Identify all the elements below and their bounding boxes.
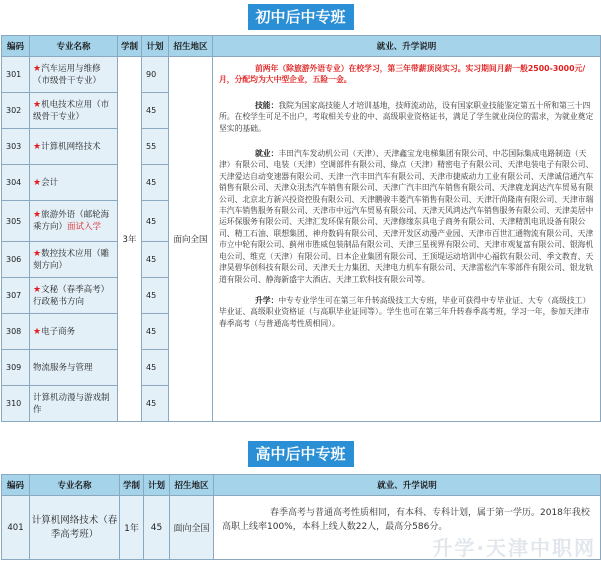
senior-program-table: [1, 474, 601, 560]
notes-text: 春季高考与普通高考性质相同，有本科、专科计划，属于第一学历。2018年我校高职上线率100%，本科上线人数22人，最高分586分。: [222, 508, 590, 532]
row-plan: 45: [142, 242, 169, 278]
row-code: 307: [2, 278, 30, 314]
major-label: 计算机动漫与游戏制作: [33, 392, 110, 415]
header-code: 编码: [2, 36, 30, 57]
star-icon: ★: [33, 284, 42, 295]
table-header-row: [2, 36, 601, 57]
row-plan: 55: [142, 129, 169, 165]
row-major-name: [30, 129, 118, 165]
major-label: 文秘（春季高考）行政秘书方向: [33, 284, 110, 307]
skill-label: 技能：: [255, 100, 279, 110]
row-major-name: [30, 386, 118, 422]
row-plan: 45: [142, 201, 169, 242]
major-label: 物流服务与管理: [33, 362, 93, 373]
job-note: [219, 148, 594, 285]
row-plan: 45: [142, 314, 169, 350]
section-title-senior: 高中后中专班: [247, 441, 353, 467]
admission-note: 面试入学: [67, 222, 102, 232]
edu-label: 升学：: [255, 295, 279, 305]
row-major-name: [30, 57, 118, 93]
major-label: 电子商务: [41, 326, 76, 337]
watermark: 升学·天津中职网: [432, 536, 596, 560]
header-plan: 计划: [144, 475, 170, 496]
row-duration: 1年: [120, 496, 144, 560]
row-major-name: [30, 314, 118, 350]
row-major-name: 计算机网络技术（春季高考班）: [30, 496, 120, 560]
star-icon: ★: [33, 141, 42, 152]
major-label: 旅游外语（邮轮海乘方向）: [33, 210, 110, 232]
star-icon: ★: [33, 326, 42, 337]
table-row: [2, 496, 601, 560]
skill-note: [219, 100, 594, 134]
star-icon: ★: [33, 99, 42, 110]
region-cell: 面向全国: [169, 57, 213, 422]
row-major-name: [30, 242, 118, 278]
star-icon: ★: [33, 210, 42, 220]
row-plan: 45: [142, 93, 169, 129]
row-plan: 45: [142, 350, 169, 386]
duration-cell: 3年: [118, 57, 142, 422]
row-code: 303: [2, 129, 30, 165]
major-label: 汽车运用与维修（市级骨干专业）: [33, 63, 102, 86]
junior-program-table: [1, 35, 601, 422]
row-plan: 45: [144, 496, 170, 560]
major-label: 计算机网络技术: [41, 141, 101, 152]
row-code: 310: [2, 386, 30, 422]
edu-note: [219, 295, 594, 329]
row-code: 309: [2, 350, 30, 386]
row-plan: 45: [142, 165, 169, 201]
section-title-junior: 初中后中专班: [247, 4, 353, 30]
row-code: 401: [2, 496, 30, 560]
row-code: 302: [2, 93, 30, 129]
internship-note: 前两年（除旅游外语专业）在校学习，第三年带薪顶岗实习。实习期间月薪一般2500-3000元/月，分配均为大中型企业，五险一金。: [219, 64, 586, 85]
row-plan: 45: [142, 386, 169, 422]
row-code: 304: [2, 165, 30, 201]
row-plan: 45: [142, 278, 169, 314]
table-header-row: [2, 475, 601, 496]
major-label: 数控技术应用（雕刻方向）: [33, 248, 110, 271]
header-duration: 学制: [120, 475, 144, 496]
major-label: 机电技术应用（市级骨干专业）: [33, 99, 110, 122]
header-notes: 就业、升学说明: [213, 36, 601, 57]
job-text: 丰田汽车发动机公司（天津）、天津鑫宝龙电梯集团有限公司、中芯国际集成电路制造（天津）有限公司、电装（天津）空调部件有限公司、綠点（天津）精密电子有限公司、天津电装电子有限公司、天津爱达自动变速器有限公司、天津一汽丰田汽车有限公司、天津市捷威动力工业有限公司、天津诚信通汽车销售有限公司、天津众羽杰汽车销售有限公司、天津广汽丰田汽车销售有限公司、天津鹿龙润达汽车贸易有限公司、北京北方新兴投资控股有限公司、天津鹏骏丰菱汽车销售有限公司、天津汗尚隆南有限公司、天津市瑞丰汽车销售服务有限公司、天津市中远汽车贸易有限公司、天津天风鸿达汽车销售服务有限公司、天津美居中运环保服务有限公司、天津汇发环保有限公司、天津修缘东具电子商务有限公司、天津精凯电讯设备有限公司、精工石油、联想集团、神舟数码有限公司、天津开发区动漫产业园、天津市百世汇通物流有限公司、天津市立中轮有限公司、蓟州市胜威包装制品有限公司、天津三星视界有限公司、天津市观复富有限公司、银海机电公司、维克（天津）有限公司、日本企业集团有限公司、王顶堤运动培训中心福软有限公司、季文教育、天津昊碧华创科技有限公司、天津天士力集团、天津电力机车有限公司、天津雷松汽车零部件有限公司、银龙轨道有限公司、静海新盛宇大酒店、天津工软科技有限公司等。: [219, 149, 594, 284]
row-major-name: [30, 93, 118, 129]
job-label: 就业：: [255, 149, 279, 159]
header-major: 专业名称: [30, 475, 120, 496]
notes-cell: [213, 57, 601, 422]
header-major: 专业名称: [30, 36, 118, 57]
row-code: 301: [2, 57, 30, 93]
header-duration: 学制: [118, 36, 142, 57]
row-code: 308: [2, 314, 30, 350]
row-major-name: [30, 201, 118, 242]
edu-text: 中专专业学生可在第三年升转高级技工大专班，毕业可获得中专毕业证、大专（高级技工）毕业证、高级职业资格证（与高职毕业证同等）。学生也可在第三年升转春季高考班，学习一年，参加天津市春季高考（与普通高考性质相同）。: [219, 295, 591, 328]
row-plan: 90: [142, 57, 169, 93]
header-notes: 就业、升学说明: [214, 475, 601, 496]
table-row: [2, 57, 601, 93]
row-major-name: [30, 165, 118, 201]
row-major-name: [30, 350, 118, 386]
row-code: 306: [2, 242, 30, 278]
star-icon: ★: [33, 248, 42, 259]
header-plan: 计划: [142, 36, 169, 57]
header-region: 招生地区: [169, 36, 213, 57]
star-icon: ★: [33, 63, 42, 74]
header-code: 编码: [2, 475, 30, 496]
skill-text: 我院为国家高技能人才培训基地，技师流动站，设有国家职业技能鉴定第五十所和第三十四所。在校学生可足不出户，考取相关专业的中、高级职业资格证书，满足了学生就业岗位的需求，为就业奠定坚实的基础。: [219, 100, 594, 133]
row-notes: [214, 496, 601, 560]
header-region: 招生地区: [170, 475, 214, 496]
row-code: 305: [2, 201, 30, 242]
star-icon: ★: [33, 177, 42, 188]
row-region: 面向全国: [170, 496, 214, 560]
major-label: 会计: [41, 177, 59, 188]
row-major-name: [30, 278, 118, 314]
